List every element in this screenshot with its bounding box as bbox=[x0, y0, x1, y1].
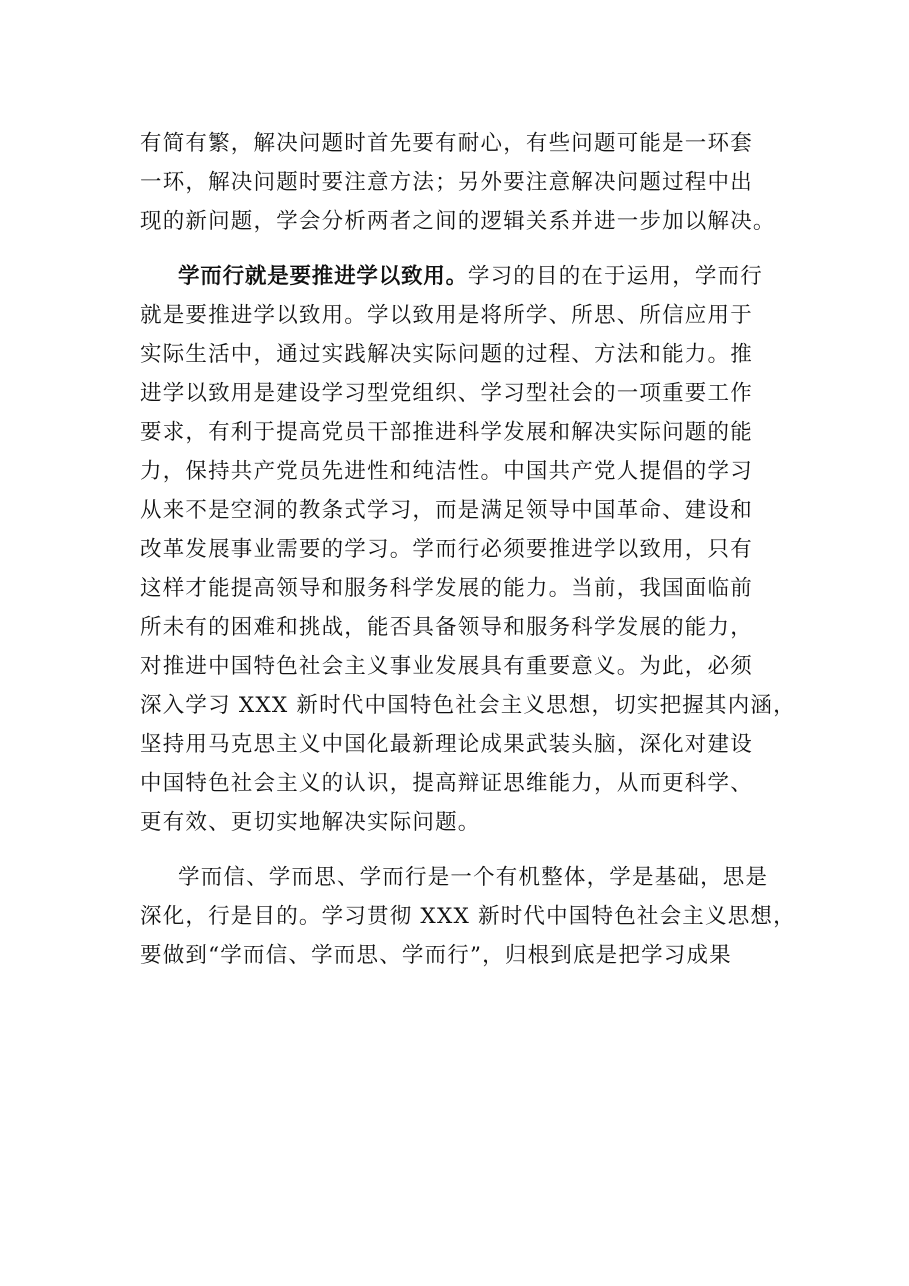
paragraph-2-line-9: 这样才能提高领导和服务科学发展的能力。当前，我国面临前 bbox=[140, 576, 753, 601]
paragraph-2-line-12: 深入学习 XXX 新时代中国特色社会主义思想，切实把握其内涵， bbox=[140, 693, 796, 718]
paragraph-3 bbox=[140, 858, 796, 975]
paragraph-2-first-line-text: 学习的目的在于运用，学而行 bbox=[467, 264, 764, 289]
document-body bbox=[140, 124, 796, 975]
paragraph-2-line-1 bbox=[140, 257, 780, 296]
paragraph-2-line-2: 就是要推进学以致用。学以致用是将所学、所思、所信应用于 bbox=[140, 303, 753, 328]
paragraph-2-line-6: 力，保持共产党员先进性和纯洁性。中国共产党人提倡的学习 bbox=[140, 459, 753, 484]
paragraph-2-line-13: 坚持用马克思主义中国化最新理论成果武装头脑，深化对建设 bbox=[140, 732, 753, 757]
paragraph-2-line-11: 对推进中国特色社会主义事业发展具有重要意义。为此，必须 bbox=[140, 654, 753, 679]
paragraph-2-line-7: 从来不是空洞的教条式学习，而是满足领导中国革命、建设和 bbox=[140, 498, 753, 523]
paragraph-1-line-1: 有简有繁，解决问题时首先要有耐心，有些问题可能是一环套 bbox=[140, 131, 753, 156]
paragraph-2-line-8: 改革发展事业需要的学习。学而行必须要推进学以致用，只有 bbox=[140, 537, 753, 562]
paragraph-3-line-2: 深化，行是目的。学习贯彻 XXX 新时代中国特色社会主义思想， bbox=[140, 904, 796, 929]
paragraph-2-heading: 学而行就是要推进学以致用。 bbox=[178, 264, 468, 289]
paragraph-gap bbox=[140, 241, 780, 257]
paragraph-2-line-10: 所未有的困难和挑战，能否具备领导和服务科学发展的能力， bbox=[140, 615, 753, 640]
paragraph-1-line-2: 一环，解决问题时要注意方法；另外要注意解决问题过程中出 bbox=[140, 170, 753, 195]
paragraph-2-line-5: 要求，有利于提高党员干部推进科学发展和解决实际问题的能 bbox=[140, 420, 753, 445]
paragraph-2 bbox=[140, 257, 796, 842]
paragraph-3-line-3: 要做到“学而信、学而思、学而行”，归根到底是把学习成果 bbox=[140, 943, 732, 968]
paragraph-2-line-4: 进学以致用是建设学习型党组织、学习型社会的一项重要工作 bbox=[140, 381, 753, 406]
paragraph-gap bbox=[140, 842, 780, 858]
paragraph-2-line-3: 实际生活中，通过实践解决实际问题的过程、方法和能力。推 bbox=[140, 342, 753, 367]
paragraph-2-line-14: 中国特色社会主义的认识，提高辩证思维能力，从而更科学、 bbox=[140, 771, 753, 796]
paragraph-2-line-15: 更有效、更切实地解决实际问题。 bbox=[140, 810, 481, 835]
paragraph-1-line-3: 现的新问题，学会分析两者之间的逻辑关系并进一步加以解决。 bbox=[140, 209, 776, 234]
paragraph-3-line-1: 学而信、学而思、学而行是一个有机整体，学是基础，思是 bbox=[178, 865, 769, 890]
paragraph-1 bbox=[140, 124, 780, 241]
